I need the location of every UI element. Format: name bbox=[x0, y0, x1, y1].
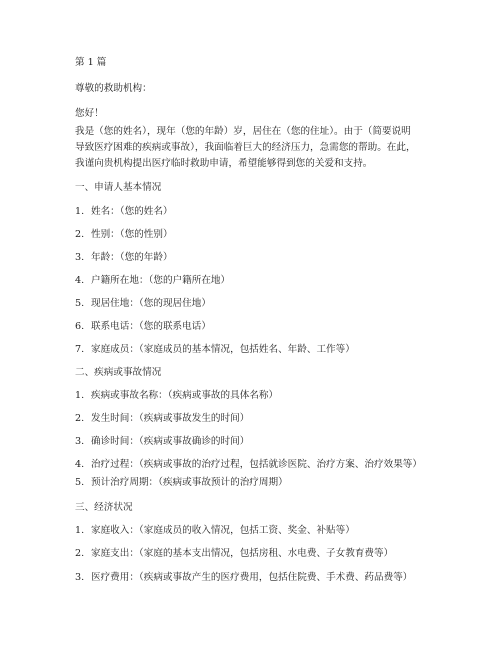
list-item bbox=[75, 571, 412, 584]
greeting: 您好！ bbox=[75, 108, 104, 119]
intro-paragraph bbox=[75, 124, 435, 172]
list-item bbox=[75, 251, 173, 264]
item-text: 户籍所在地：（您的户籍所在地） bbox=[91, 275, 231, 286]
item-text: 治疗过程：（疾病或事故的治疗过程，包括就诊医院、治疗方案、治疗效果等） bbox=[91, 459, 422, 470]
list-item bbox=[75, 274, 230, 287]
list-item bbox=[75, 547, 393, 560]
item-text: 家庭成员：（家庭成员的基本情况，包括姓名、年龄、工作等） bbox=[91, 344, 355, 355]
item-number: 2. bbox=[75, 413, 85, 424]
section-heading-applicant: 一、申请人基本情况 bbox=[75, 182, 162, 193]
item-number: 6. bbox=[75, 321, 85, 332]
item-text: 确诊时间：（疾病或事故确诊的时间） bbox=[91, 436, 250, 447]
item-text: 现居住地：（您的现居住地） bbox=[91, 298, 211, 309]
item-text: 联系电话：（您的联系电话） bbox=[91, 321, 211, 332]
list-item bbox=[75, 228, 173, 241]
item-number: 1. bbox=[75, 525, 85, 536]
list-item bbox=[75, 435, 249, 448]
item-number: 4. bbox=[75, 275, 85, 286]
list-item bbox=[75, 389, 278, 402]
intro-line: 我谨向贵机构提出医疗临时救助申请，希望能够得到您的关爱和支持。 bbox=[75, 158, 373, 169]
list-item bbox=[75, 524, 355, 537]
item-text: 性别：（您的性别） bbox=[91, 229, 173, 240]
item-number: 7. bbox=[75, 344, 85, 355]
item-number: 3. bbox=[75, 252, 85, 263]
item-number: 2. bbox=[75, 548, 85, 559]
section-heading-finances: 三、经济状况 bbox=[75, 502, 133, 513]
item-number: 3. bbox=[75, 436, 85, 447]
item-number: 5. bbox=[75, 477, 85, 488]
item-text: 发生时间：（疾病或事故发生的时间） bbox=[91, 413, 250, 424]
item-number: 5. bbox=[75, 298, 85, 309]
item-text: 家庭支出：（家庭的基本支出情况，包括房租、水电费、子女教育费等） bbox=[91, 548, 394, 559]
intro-line: 我是（您的姓名），现年（您的年龄）岁，居住在（您的住址）。由于（简要说明 bbox=[75, 126, 411, 137]
list-item bbox=[75, 343, 355, 356]
list-item bbox=[75, 476, 288, 489]
list-item bbox=[75, 297, 211, 310]
item-number: 1. bbox=[75, 206, 85, 217]
item-number: 2. bbox=[75, 229, 85, 240]
list-item bbox=[75, 412, 249, 425]
section-heading-illness: 二、疾病或事故情况 bbox=[75, 367, 162, 378]
item-text: 疾病或事故名称：（疾病或事故的具体名称） bbox=[91, 390, 279, 401]
item-text: 姓名：（您的姓名） bbox=[91, 206, 173, 217]
item-text: 医疗费用：（疾病或事故产生的医疗费用，包括住院费、手术费、药品费等） bbox=[91, 572, 413, 583]
item-text: 预计治疗周期：（疾病或事故预计的治疗周期） bbox=[91, 477, 288, 488]
list-item bbox=[75, 320, 211, 333]
item-number: 4. bbox=[75, 459, 85, 470]
list-item bbox=[75, 205, 173, 218]
item-text: 家庭收入：（家庭成员的收入情况，包括工资、奖金、补贴等） bbox=[91, 525, 355, 536]
intro-line: 导致医疗困难的疾病或事故），我面临着巨大的经济压力，急需您的帮助。在此， bbox=[75, 142, 416, 153]
chapter-title: 第 1 篇 bbox=[75, 57, 107, 68]
item-text: 年龄：（您的年龄） bbox=[91, 252, 173, 263]
list-item bbox=[75, 458, 422, 471]
item-number: 1. bbox=[75, 390, 85, 401]
salutation: 尊敬的救助机构： bbox=[75, 83, 152, 94]
item-number: 3. bbox=[75, 572, 85, 583]
